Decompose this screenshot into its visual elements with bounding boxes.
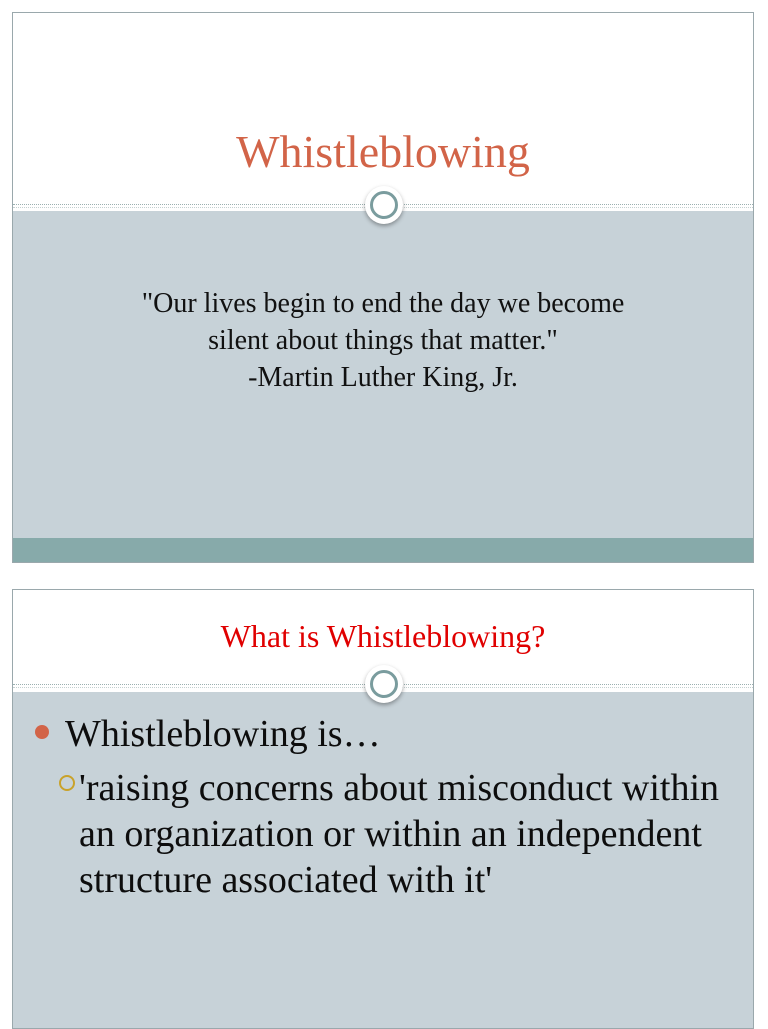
quote-line: silent about things that matter." <box>208 325 558 356</box>
slide-1-title: Whistleblowing <box>236 126 530 177</box>
quote-attribution: -Martin Luther King, Jr. <box>248 362 518 393</box>
slide-1-title-area <box>13 13 753 210</box>
quote-line: "Our lives begin to end the day we become <box>141 288 625 319</box>
slide-2-title: What is Whistleblowing? <box>220 618 546 654</box>
bullet-dot-icon <box>35 725 49 739</box>
slide-1-footer-band <box>13 538 753 563</box>
slide-2 <box>12 589 754 1029</box>
connector-circle-icon <box>365 665 403 703</box>
quote-block <box>13 285 753 396</box>
sub-bullet-text: 'raising concerns about misconduct within an organization or within an independent structure associated with it' <box>79 767 720 901</box>
sub-bullet-ring-icon <box>59 775 75 791</box>
slide-1 <box>12 12 754 563</box>
bullet-text: Whistleblowing is… <box>65 713 381 755</box>
connector-circle-icon <box>365 186 403 224</box>
